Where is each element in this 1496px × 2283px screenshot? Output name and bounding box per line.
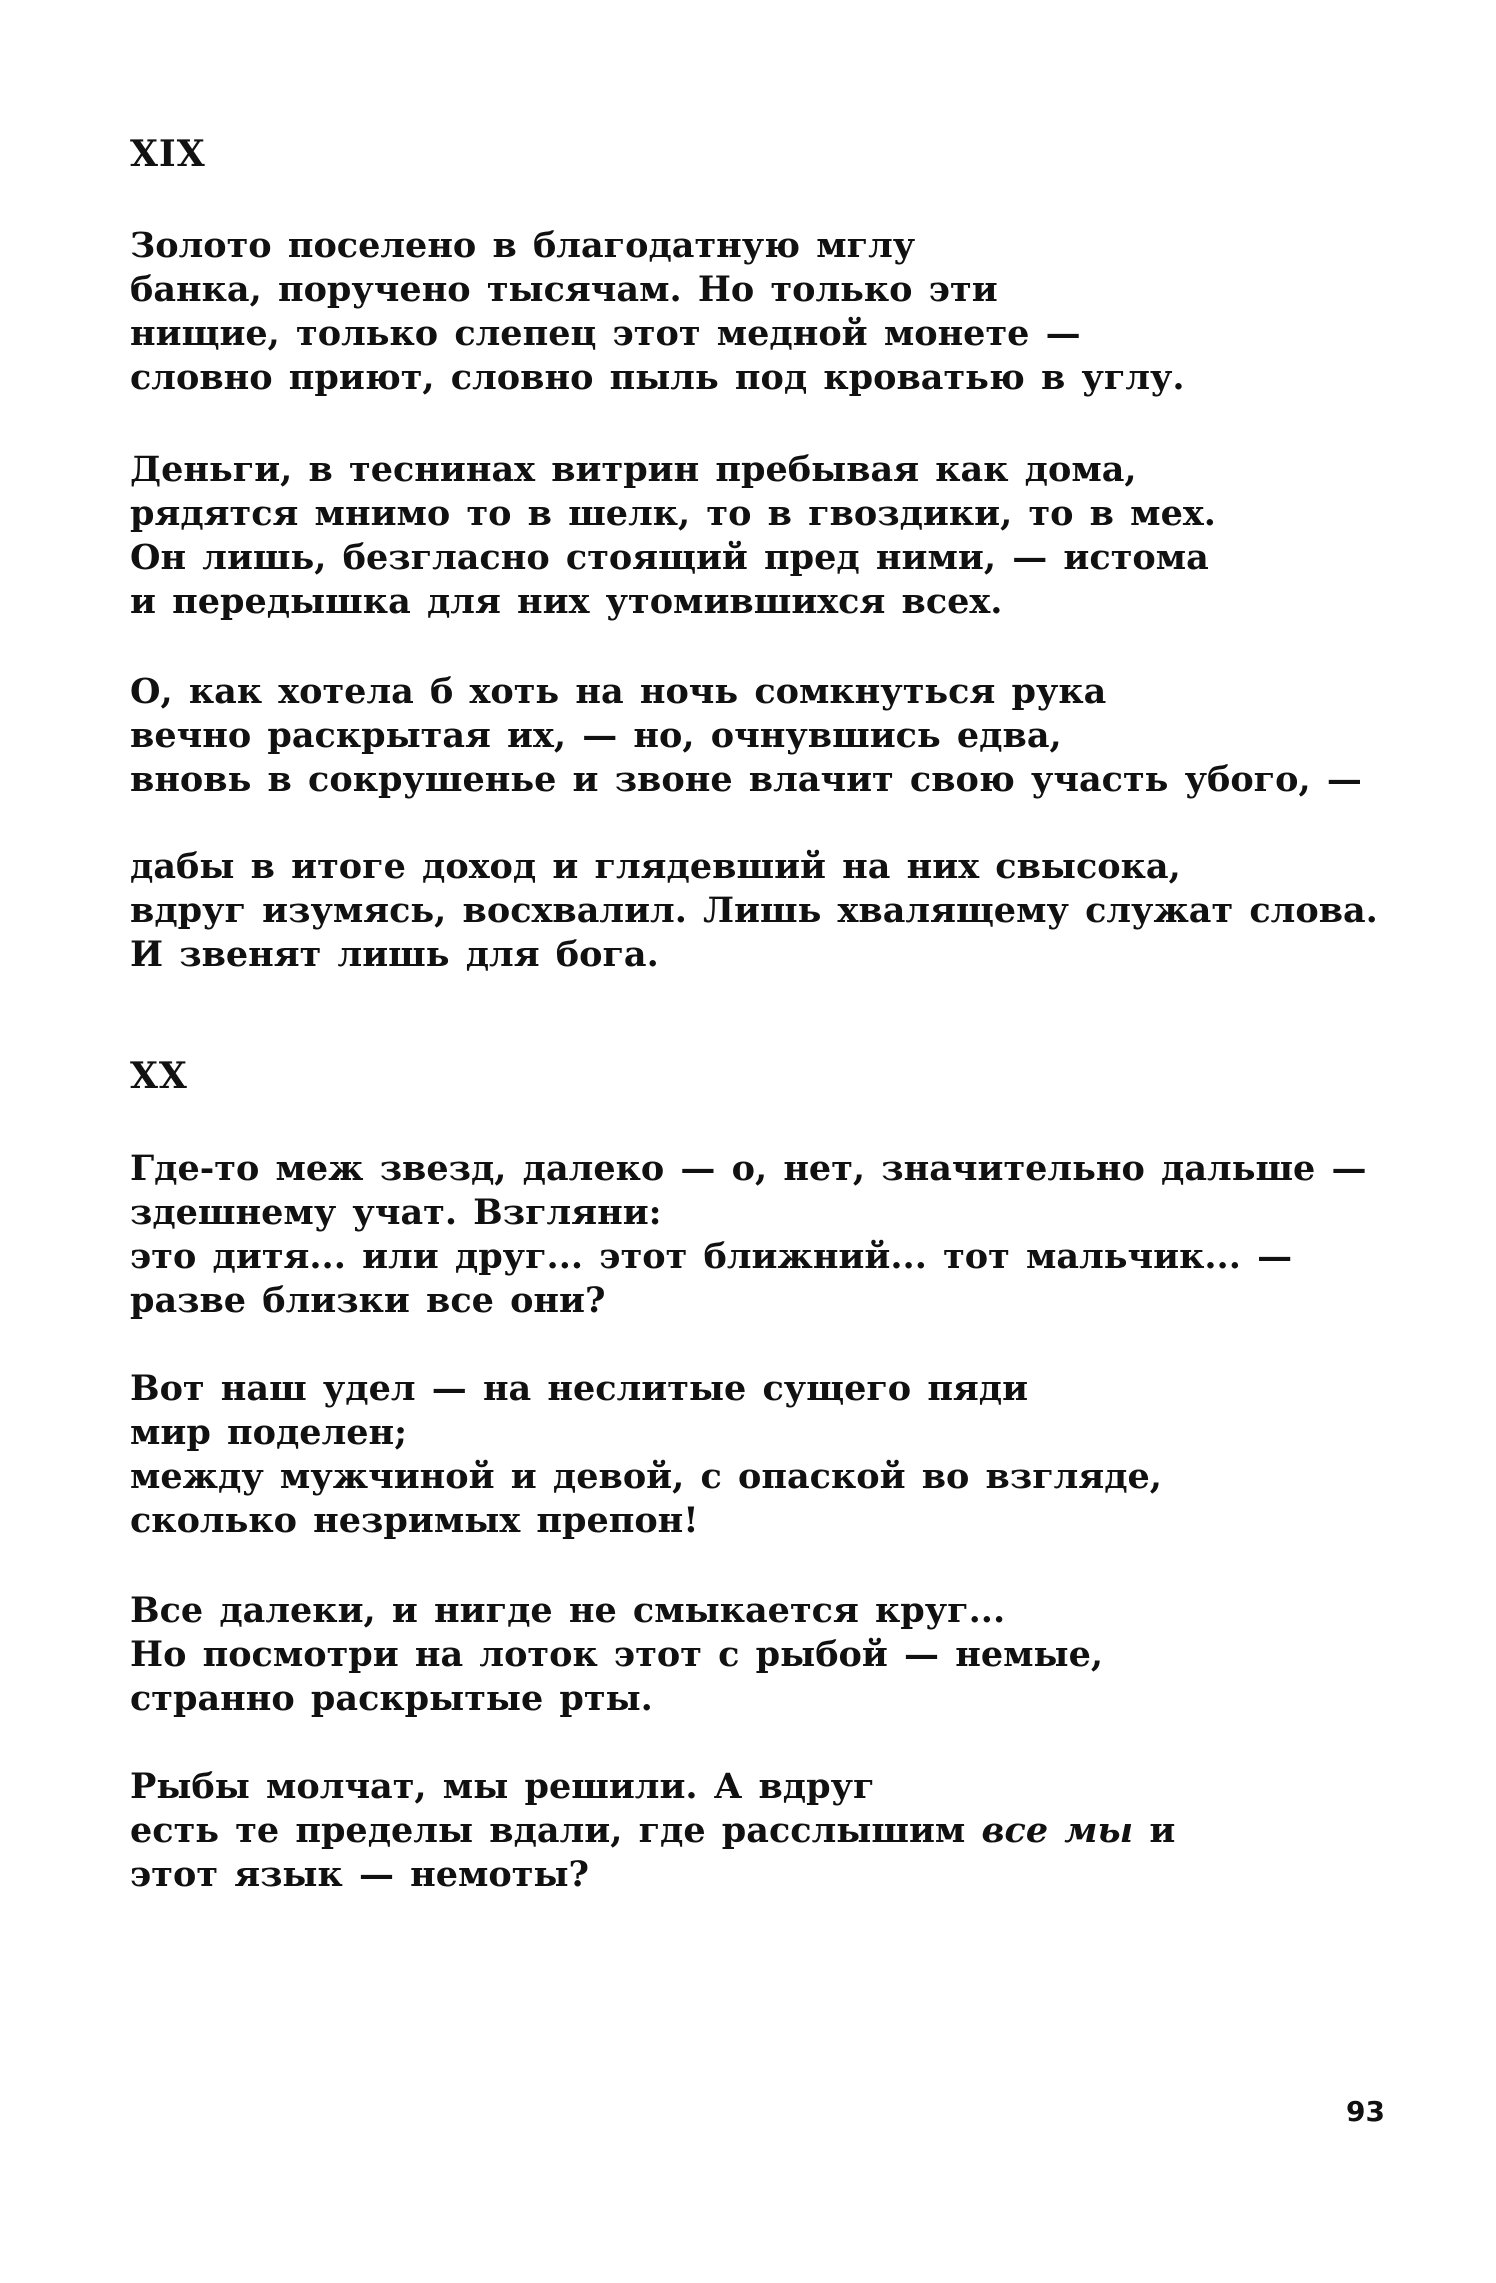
page-number: 93 (1346, 2095, 1385, 2128)
stanza (130, 1765, 1430, 1897)
poem-line: Но посмотри на лоток этот с рыбой — немые, (130, 1634, 1104, 1675)
poem-line: вдруг изумясь, восхвалил. Лишь хвалящему служат слова. (130, 890, 1378, 931)
poem-line: странно раскрытые рты. (130, 1678, 653, 1719)
poem-line: словно приют, словно пыль под кроватью в углу. (130, 357, 1185, 398)
poem-line: этот язык — немоты? (130, 1854, 590, 1895)
poem-line: Все далеки, и нигде не смыкается круг... (130, 1590, 1006, 1631)
section-heading-xx: XX (130, 1055, 188, 1097)
stanza (130, 845, 1430, 977)
stanza (130, 448, 1430, 624)
poem-line: здешнему учат. Взгляни: (130, 1192, 662, 1233)
stanza (130, 1367, 1430, 1543)
poem-line: Вот наш удел — на неслитые сущего пяди (130, 1368, 1029, 1409)
section-heading-xix: XIX (130, 133, 206, 175)
poem-line-text: и (1149, 1810, 1176, 1851)
poem-line: рядятся мнимо то в шелк, то в гвоздики, то в мех. (130, 493, 1216, 534)
poem-line: между мужчиной и девой, с опаской во взгляде, (130, 1456, 1162, 1497)
poem-line: разве близки все они? (130, 1280, 606, 1321)
poem-line (130, 1809, 1430, 1853)
poem-line: Рыбы молчат, мы решили. А вдруг (130, 1766, 875, 1807)
poem-line: нищие, только слепец этот медной монете — (130, 313, 1081, 354)
poem-line: вновь в сокрушенье и звоне влачит свою участь убого, — (130, 759, 1362, 800)
stanza (130, 224, 1430, 400)
stanza (130, 1147, 1430, 1323)
poem-line: Деньги, в теснинах витрин пребывая как дома, (130, 449, 1137, 490)
poem-line-text: есть те пределы вдали, где расслышим (130, 1810, 966, 1851)
stanza (130, 1589, 1430, 1721)
poem-line: И звенят лишь для бога. (130, 934, 659, 975)
poem-line: мир поделен; (130, 1412, 408, 1453)
stanza (130, 670, 1430, 802)
poem-line: и передышка для них утомившихся всех. (130, 581, 1003, 622)
emphasized-text: все мы (981, 1810, 1134, 1851)
poem-line: банка, поручено тысячам. Но только эти (130, 269, 998, 310)
poem-line: Он лишь, безгласно стоящий пред ними, — истома (130, 537, 1209, 578)
poem-line: Золото поселено в благодатную мглу (130, 225, 916, 266)
poem-line: это дитя... или друг... этот ближний... тот мальчик... — (130, 1236, 1293, 1277)
poem-line: О, как хотела б хоть на ночь сомкнуться рука (130, 671, 1107, 712)
poem-line: Где-то меж звезд, далеко — о, нет, значительно дальше — (130, 1148, 1367, 1189)
poem-line: вечно раскрытая их, — но, очнувшись едва, (130, 715, 1062, 756)
poem-line: дабы в итоге доход и глядевший на них свысока, (130, 846, 1181, 887)
poem-line: сколько незримых препон! (130, 1500, 699, 1541)
